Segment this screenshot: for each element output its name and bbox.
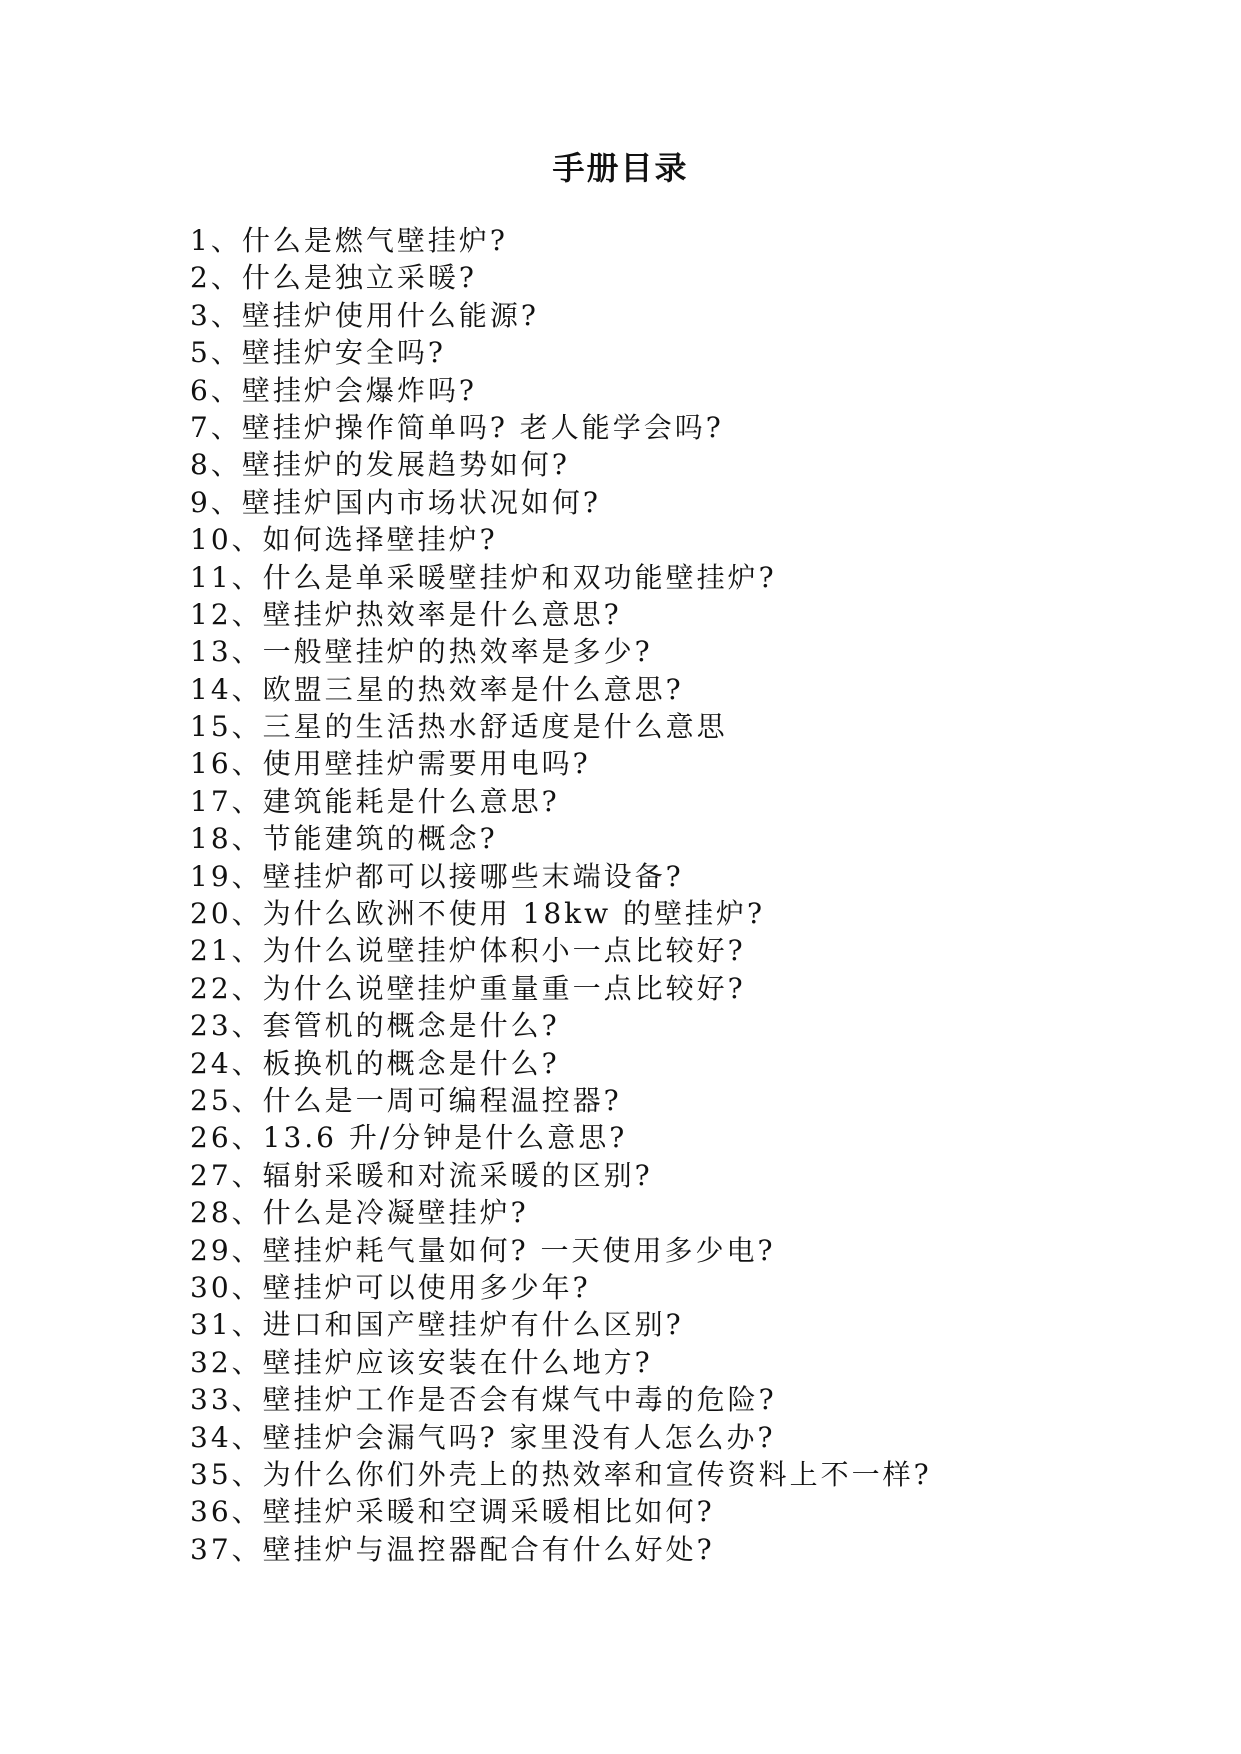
toc-item: 13、一般壁挂炉的热效率是多少?: [190, 635, 653, 669]
toc-item: 29、壁挂炉耗气量如何? 一天使用多少电?: [190, 1233, 776, 1267]
toc-item: 31、进口和国产壁挂炉有什么区别?: [190, 1308, 684, 1342]
toc-item: 20、为什么欧洲不使用 18kw 的壁挂炉?: [190, 897, 766, 931]
toc-item: 25、什么是一周可编程温控器?: [190, 1083, 622, 1117]
toc-item: 9、壁挂炉国内市场状况如何?: [190, 485, 601, 519]
toc-item: 15、三星的生活热水舒适度是什么意思: [190, 710, 728, 744]
toc-item: 24、板换机的概念是什么?: [190, 1046, 560, 1080]
toc-item: 2、什么是独立采暖?: [190, 261, 477, 295]
page-title: 手册目录: [552, 149, 689, 187]
toc-item: 21、为什么说壁挂炉体积小一点比较好?: [190, 934, 746, 968]
toc-item: 35、为什么你们外壳上的热效率和宣传资料上不一样?: [190, 1457, 932, 1491]
toc-item: 6、壁挂炉会爆炸吗?: [190, 373, 477, 407]
toc-item: 27、辐射采暖和对流采暖的区别?: [190, 1158, 653, 1192]
toc-item: 22、为什么说壁挂炉重量重一点比较好?: [190, 971, 746, 1005]
toc-item: 14、欧盟三星的热效率是什么意思?: [190, 672, 684, 706]
toc-item: 12、壁挂炉热效率是什么意思?: [190, 597, 622, 631]
toc-item: 7、壁挂炉操作简单吗? 老人能学会吗?: [190, 410, 724, 444]
toc-item: 37、壁挂炉与温控器配合有什么好处?: [190, 1532, 715, 1566]
table-of-contents: [190, 222, 932, 1568]
toc-item: 19、壁挂炉都可以接哪些末端设备?: [190, 859, 684, 893]
toc-item: 32、壁挂炉应该安装在什么地方?: [190, 1345, 653, 1379]
toc-item: 30、壁挂炉可以使用多少年?: [190, 1270, 591, 1304]
toc-item: 23、套管机的概念是什么?: [190, 1009, 560, 1043]
toc-item: 17、建筑能耗是什么意思?: [190, 784, 560, 818]
toc-item: 18、节能建筑的概念?: [190, 822, 498, 856]
toc-item: 5、壁挂炉安全吗?: [190, 336, 446, 370]
toc-item: 34、壁挂炉会漏气吗? 家里没有人怎么办?: [190, 1420, 776, 1454]
toc-item: 16、使用壁挂炉需要用电吗?: [190, 747, 591, 781]
toc-item: 36、壁挂炉采暖和空调采暖相比如何?: [190, 1495, 715, 1529]
toc-item: 1、什么是燃气壁挂炉?: [190, 224, 508, 257]
toc-item: 28、什么是冷凝壁挂炉?: [190, 1196, 529, 1230]
toc-item: 10、如何选择壁挂炉?: [190, 523, 498, 557]
toc-item: 11、什么是单采暖壁挂炉和双功能壁挂炉?: [190, 560, 777, 594]
toc-item: 33、壁挂炉工作是否会有煤气中毒的危险?: [190, 1383, 777, 1417]
toc-item: 26、13.6 升/分钟是什么意思?: [190, 1121, 628, 1155]
toc-item: 8、壁挂炉的发展趋势如何?: [190, 448, 570, 482]
toc-item: 3、壁挂炉使用什么能源?: [190, 298, 539, 332]
